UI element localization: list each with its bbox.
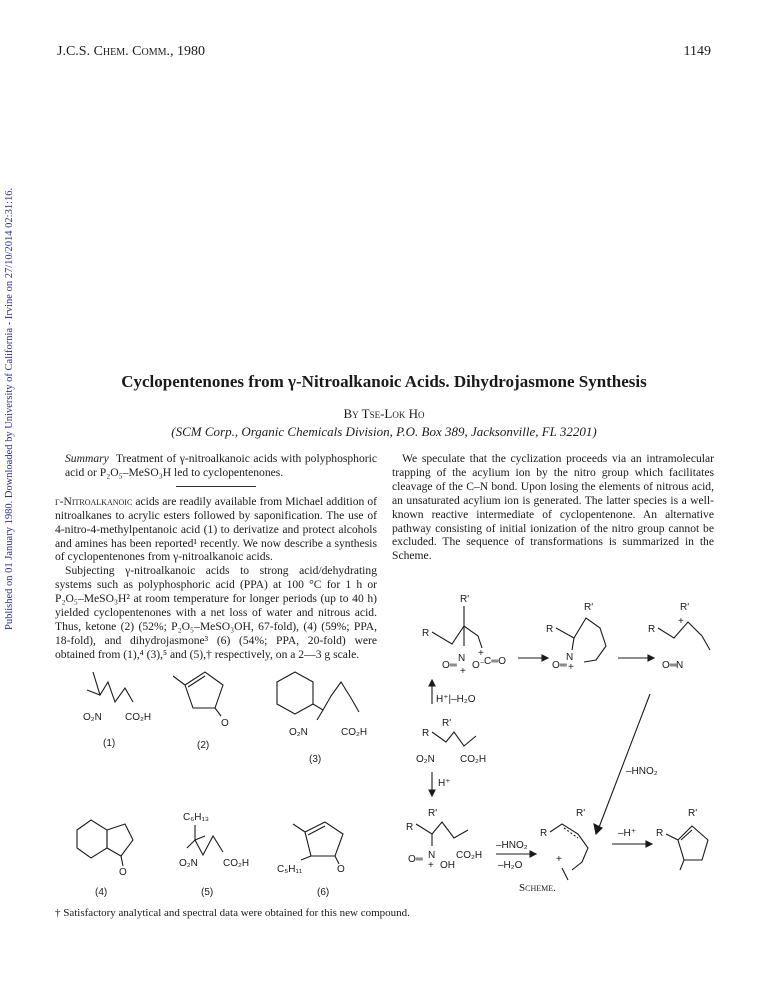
- results-paragraph: Subjecting γ-nitroalkanoic acids to strong acid/dehydrating systems such as polyphosphoric acid (PPA) at 100 °C for 1 h or P₂O₅–MeSO₃H² at room temperature for longer periods (up to 40 h) yielded cyclopentenones with a net loss of water and nitrous acid. Thus, ketone (2) (52%; P₂O₅–MeSO₃OH, 67-fold), (4) (59%; PPA, 18-fold), and dihydrojasmone³ (6) (54%; PPA, 20-fold) were obtained from (1),⁴ (3),⁵ and (5),† respectively, on a 2—3 g scale.: [55, 564, 377, 661]
- scheme-arrow-h: –H⁺: [618, 828, 637, 839]
- scheme-b-n: N: [566, 652, 574, 663]
- scheme-a-plus: +: [460, 666, 466, 677]
- compound-structures: [55, 660, 385, 900]
- scheme-a-n: N: [458, 653, 466, 664]
- scheme-c-r: R: [648, 624, 656, 635]
- scheme-a-ominus: O⁻: [472, 660, 486, 671]
- scheme-step-down: H⁺: [438, 778, 451, 789]
- scheme-e-rp: R': [428, 808, 438, 819]
- scheme-c-oeq: O═: [662, 660, 677, 671]
- intro-paragraph: [55, 495, 377, 565]
- c5-o2n: O₂N: [179, 858, 198, 869]
- scheme-product-cyclopentenone: [656, 808, 708, 870]
- summary-divider: [176, 486, 256, 487]
- summary: [55, 452, 377, 480]
- scheme-acid: [416, 718, 486, 765]
- compound-6: [277, 822, 345, 898]
- mechanism-paragraph: We speculate that the cyclization proceeds via an intramolecular trapping of the acylium ion by the nitro group which facilitates cleavage of the C–N bond. Upon losing the elements of nitrous acid, an unsaturated acylium ion is generated. The latter species is a well-known reactive intermediate of cyclopentenone. An alternative pathway consisting of initial ionization of the nitro group cannot be excluded. The sequence of transformations is summarized in the Scheme.: [392, 452, 714, 563]
- c2-oxygen: O: [221, 718, 229, 729]
- summary-text: Treatment of γ-nitroalkanoic acids with polyphosphoric acid or P₂O₅–MeSO₃H led to cyclopentenones.: [65, 452, 377, 479]
- scheme-f-r: R: [540, 828, 548, 839]
- scheme-g-r: R: [656, 828, 664, 839]
- scheme-e-plus: +: [428, 860, 434, 871]
- c3-o2n: O₂N: [289, 727, 308, 738]
- scheme-b-rp: R': [584, 602, 594, 613]
- scheme-d-r: R: [422, 728, 430, 739]
- scheme-c-n: N: [676, 660, 684, 671]
- c1-o2n: O₂N: [83, 712, 102, 723]
- c5-co2h: CO₂H: [223, 858, 250, 869]
- scheme-e-oh: OH: [440, 860, 455, 871]
- c4-label: (4): [95, 887, 108, 898]
- article-title: Cyclopentenones from γ-Nitroalkanoic Acids. Dihydrojasmone Synthesis: [121, 372, 647, 391]
- scheme-e-oeq: O═: [408, 854, 423, 865]
- c6-c5h11: C₅H₁₁: [277, 864, 303, 875]
- c2-label: (2): [197, 740, 210, 751]
- scheme-f-rp: R': [576, 808, 586, 819]
- scheme-b-r: R: [546, 624, 554, 635]
- compound-4: [77, 820, 133, 898]
- scheme-e-co2h: CO₂H: [456, 850, 483, 861]
- scheme-e-n: N: [428, 850, 436, 861]
- scheme-a-cdo: C═O: [484, 656, 507, 667]
- scheme-d-o2n: O₂N: [416, 754, 435, 765]
- intro-text: acids are readily available from Michael addition of nitroalkanes to acrylic esters followed by saponification. The use of 4-nitro-4-methylpentanoic acid (1) to derivatize and protect alcohols and amines has been reported¹ recently. We now describe a synthesis of cyclopentenones from γ-nitroalkanoic acids.: [55, 494, 378, 564]
- c6-oxygen: O: [337, 864, 345, 875]
- scheme-d-co2h: CO₂H: [460, 754, 487, 765]
- scheme-arrow-hno2: –HNO₂: [496, 840, 528, 851]
- scheme-c-rp: R': [680, 602, 690, 613]
- scheme-step-up: H⁺|–H₂O: [436, 694, 476, 705]
- c4-oxygen: O: [119, 867, 127, 878]
- download-watermark: [4, 160, 18, 630]
- scheme-acylium: [422, 594, 506, 677]
- compound-1: [83, 672, 151, 749]
- left-column: [55, 452, 377, 662]
- scheme-a-rp: R': [460, 594, 470, 605]
- scheme-a-oeq: O═: [442, 660, 457, 671]
- c1-co2h: CO₂H: [125, 712, 152, 723]
- compound-5: [179, 812, 249, 898]
- c1-label: (1): [103, 738, 116, 749]
- scheme-c-plus: +: [678, 616, 684, 627]
- scheme-unsaturated-acylium: [540, 808, 588, 880]
- right-column: [392, 452, 714, 563]
- scheme-g-rp: R': [688, 808, 698, 819]
- scheme-a-plus2: +: [478, 648, 484, 659]
- intro-lead: γ-Nitroalkanoic: [55, 494, 133, 508]
- scheme-diag-label: –HNO₂: [626, 766, 658, 777]
- page-number: 1149: [683, 44, 711, 59]
- compound-2: [173, 672, 229, 751]
- scheme-d-rp: R': [442, 718, 452, 729]
- c5-label: (5): [201, 887, 214, 898]
- c6-label: (6): [317, 887, 330, 898]
- affiliation: (SCM Corp., Organic Chemicals Division, P.O. Box 389, Jacksonville, FL 32201): [171, 424, 597, 439]
- scheme-e-r: R: [406, 822, 414, 833]
- download-watermark-text: Published on 01 January 1980. Downloaded by University of California - Irvine on 27/10/2014 02:31:16.: [4, 187, 15, 630]
- scheme-b-plus: +: [568, 662, 574, 673]
- scheme-a-r: R: [422, 628, 430, 639]
- compound-3: [277, 672, 367, 765]
- c3-label: (3): [309, 754, 322, 765]
- scheme-caption: Scheme.: [519, 882, 556, 894]
- c3-co2h: CO₂H: [341, 727, 368, 738]
- running-head: J.C.S. Chem. Comm., 1980: [57, 44, 205, 59]
- c5-c6h13: C₆H₁₃: [183, 812, 209, 823]
- scheme-f-plus: +: [556, 854, 562, 865]
- scheme-aci-nitro: [406, 808, 482, 871]
- scheme-arrow-h2o: –H₂O: [498, 860, 523, 871]
- scheme-b-oeq: O═: [552, 660, 567, 671]
- author-line: By Tse-Lok Ho: [343, 406, 425, 421]
- scheme-cyclic-nitronate: [546, 602, 606, 673]
- footnote: † Satisfactory analytical and spectral data were obtained for this new compound.: [55, 907, 410, 919]
- reaction-scheme: [392, 586, 722, 886]
- summary-label: Summary: [65, 452, 109, 465]
- scheme-open-intermediate: [648, 602, 710, 671]
